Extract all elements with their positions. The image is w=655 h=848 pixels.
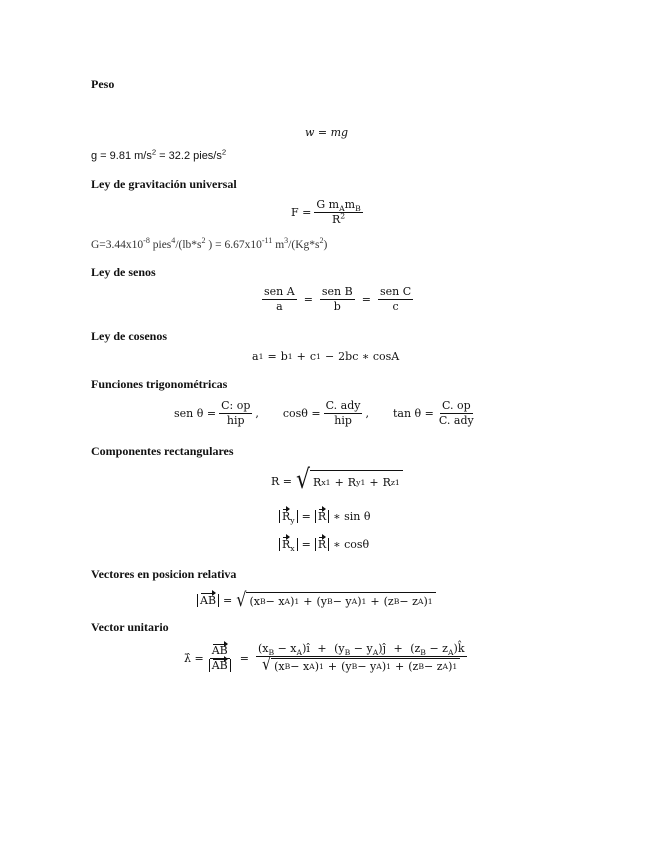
heading-vector-unitario: Vector unitario — [91, 620, 169, 634]
formula-gravitation: F = $\frac{G m_Am_B}{R^2}$ — [291, 198, 361, 227]
formula-unit-vector: λ̂ = $\frac{AB}{AB}$ = ($x_B$ − $x_A)î + (y_B$ − $y_A)ĵ + (z_B$ − $z_A)k̂$ √ (x B − x A ) 1 + (y B − y A ) 1 + (z B − z A ) 1 — [184, 642, 465, 675]
heading-cosenos: Ley de cosenos — [91, 329, 167, 343]
gravity-constant-note: g = 9.81 $m/s^2 = 32.2$ pies/$s^2$ — [91, 147, 227, 162]
heading-gravitacion: Ley de gravitación universal — [91, 177, 237, 191]
heading-trigonometricas: Funciones trigonométricas — [91, 377, 228, 391]
formula-law-of-sines: $\frac{\text{sen A}}{a}$ = $\frac{\text{sen B}}{b}$ = $\frac{\text{sen C}}{c}$ — [264, 285, 412, 314]
gravitation-constant-note: $G=3.44x10^{-8}$ $pies^4/(lb*s^2$ ) = $6.67x10^{-11}$ $m^3/(Kg*s^2)$ — [91, 236, 328, 251]
heading-posicion-relativa: Vectores en posicion relativa — [91, 567, 237, 581]
heading-senos: Ley de senos — [91, 265, 156, 279]
formula-trig-functions: sen θ = $\frac{C: op}{\text{hip}}$ , cosθ = $\frac{\text{C. ady}}{\text{hip}}$ , tan θ = $\frac{C. op}{\text{C. ady}}$ — [174, 399, 474, 428]
formula-component-y: $R_y$ = R ∗ sin θ — [279, 510, 371, 523]
heading-componentes: Componentes rectangulares — [91, 444, 234, 458]
formula-component-x: $R_x$ = R ∗ cosθ — [279, 538, 369, 551]
formula-law-of-cosines: a 1 = b 1 + c 1 − 2bc ∗ cosA — [252, 350, 400, 363]
formula-resultant-magnitude: R = √ R x 1 + R y 1 + R z 1 — [271, 470, 403, 492]
heading-peso: Peso — [91, 77, 115, 91]
formula-weight: w = mg — [305, 126, 349, 139]
formula-relative-position: AB = √ (x B − x A ) 1 + (y B − y A ) 1 + (z B − z A ) 1 — [197, 592, 436, 608]
